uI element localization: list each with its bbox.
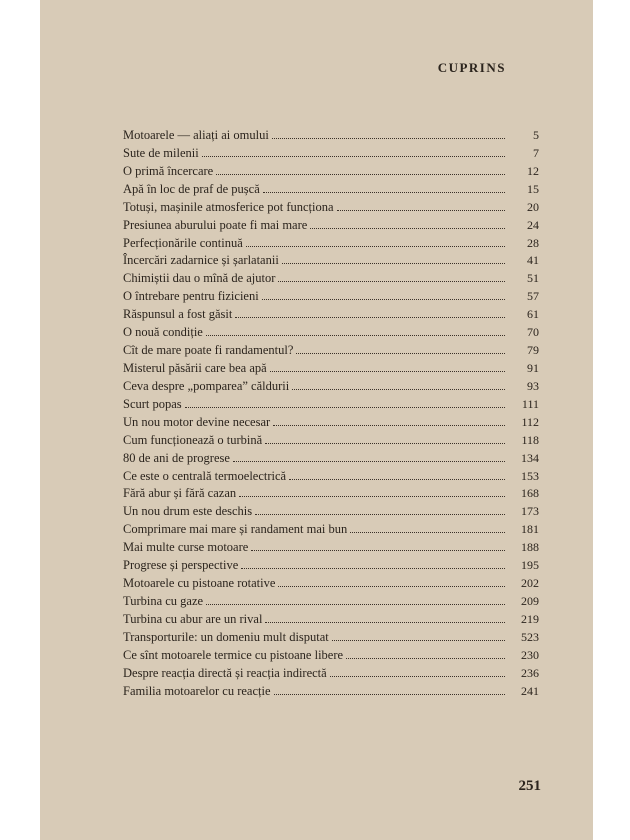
- toc-entry: [123, 236, 539, 254]
- toc-entry-page: 168: [521, 486, 539, 501]
- toc-entry: [123, 379, 539, 397]
- toc-entry-page: 7: [533, 145, 539, 160]
- toc-entry-title: Chimiștii dau o mînă de ajutor: [123, 271, 276, 286]
- dot-leader: [263, 192, 505, 193]
- toc-entry-page: 202: [521, 576, 539, 591]
- toc-entry-page: 523: [521, 629, 539, 644]
- toc-entry-title: Turbina cu gaze: [123, 593, 204, 608]
- toc-entry-page: 134: [521, 450, 539, 465]
- toc-entry-page: 241: [521, 683, 539, 698]
- toc-entry: [123, 612, 539, 630]
- toc-entry-title: Cît de mare poate fi randamentul?: [123, 343, 294, 358]
- toc-entry: [123, 361, 539, 379]
- toc-entry-title: Perfecționările continuă: [123, 235, 243, 250]
- toc-entry: [123, 164, 539, 182]
- dot-leader: [273, 425, 505, 426]
- toc-entry-page: 173: [521, 504, 539, 519]
- dot-leader: [289, 479, 505, 480]
- dot-leader: [330, 676, 505, 677]
- toc-entry-title: Un nou drum este deschis: [123, 504, 253, 519]
- toc-entry: [123, 433, 539, 451]
- toc-entry-title: Progrese și perspective: [123, 558, 239, 573]
- toc-entry-title: 80 de ani de progrese: [123, 450, 230, 465]
- toc-entry-title: Motoarele cu pistoane rotative: [123, 576, 276, 591]
- dot-leader: [206, 604, 505, 605]
- dot-leader: [265, 622, 505, 623]
- toc-entry-title: Mai multe curse motoare: [123, 540, 249, 555]
- toc-entry-page: 236: [521, 665, 539, 680]
- toc-entry: [123, 576, 539, 594]
- book-page: [40, 0, 593, 840]
- toc-entry-page: 219: [521, 611, 539, 626]
- toc-entry-page: 91: [527, 360, 539, 375]
- toc-entry-title: Cum funcționează o turbină: [123, 432, 263, 447]
- toc-entry-title: Sute de milenii: [123, 145, 199, 160]
- toc-entry-page: 153: [521, 468, 539, 483]
- page-number: 251: [518, 778, 541, 794]
- table-of-contents: [123, 128, 539, 702]
- dot-leader: [278, 586, 505, 587]
- toc-entry-title: Ce sînt motoarele termice cu pistoane libere: [123, 647, 344, 662]
- toc-entry-page: 112: [521, 414, 539, 429]
- toc-entry-page: 230: [521, 647, 539, 662]
- dot-leader: [251, 550, 505, 551]
- toc-entry-page: 51: [527, 271, 539, 286]
- dot-leader: [332, 640, 505, 641]
- dot-leader: [350, 532, 505, 533]
- toc-entry-page: 195: [521, 558, 539, 573]
- toc-entry-title: Un nou motor devine necesar: [123, 414, 271, 429]
- toc-entry: [123, 540, 539, 558]
- toc-entry-page: 57: [527, 289, 539, 304]
- toc-entry-page: 24: [527, 217, 539, 232]
- dot-leader: [278, 281, 505, 282]
- toc-entry-title: Ce este o centrală termoelectrică: [123, 468, 287, 483]
- toc-entry: [123, 558, 539, 576]
- toc-entry: [123, 307, 539, 325]
- toc-entry-title: Transporturile: un domeniu mult disputat: [123, 629, 329, 644]
- toc-entry-page: 181: [521, 522, 539, 537]
- toc-entry-page: 12: [527, 163, 539, 178]
- toc-entry-title: O primă încercare: [123, 163, 214, 178]
- toc-entry: [123, 253, 539, 271]
- page-heading: CUPRINS: [437, 60, 506, 75]
- toc-entry: [123, 325, 539, 343]
- toc-entry: [123, 666, 539, 684]
- toc-entry-page: 15: [527, 181, 539, 196]
- toc-entry: [123, 648, 539, 666]
- dot-leader: [310, 228, 505, 229]
- toc-entry: [123, 594, 539, 612]
- toc-entry-page: 20: [527, 199, 539, 214]
- dot-leader: [337, 210, 505, 211]
- dot-leader: [246, 246, 505, 247]
- toc-entry: [123, 415, 539, 433]
- toc-entry-title: Presiunea aburului poate fi mai mare: [123, 217, 308, 232]
- toc-entry-page: 70: [527, 325, 539, 340]
- dot-leader: [296, 353, 505, 354]
- toc-entry: [123, 200, 539, 218]
- toc-entry-title: Fără abur și fără cazan: [123, 486, 237, 501]
- dot-leader: [216, 174, 505, 175]
- dot-leader: [270, 371, 505, 372]
- toc-entry-title: Despre reacția directă și reacția indirectă: [123, 665, 327, 680]
- toc-entry: [123, 486, 539, 504]
- dot-leader: [262, 299, 505, 300]
- toc-entry-title: Misterul păsării care bea apă: [123, 360, 267, 375]
- toc-entry-page: 93: [527, 378, 539, 393]
- toc-entry-page: 118: [521, 432, 539, 447]
- toc-entry: [123, 128, 539, 146]
- dot-leader: [202, 156, 505, 157]
- toc-entry-title: Ceva despre „pomparea” căldurii: [123, 378, 290, 393]
- toc-entry-page: 111: [521, 396, 539, 411]
- toc-entry: [123, 343, 539, 361]
- dot-leader: [265, 443, 505, 444]
- dot-leader: [241, 568, 505, 569]
- toc-entry: [123, 289, 539, 307]
- dot-leader: [206, 335, 505, 336]
- toc-entry-title: Motoarele — aliați ai omului: [123, 128, 269, 142]
- toc-entry: [123, 271, 539, 289]
- toc-entry-page: 188: [521, 540, 539, 555]
- dot-leader: [346, 658, 505, 659]
- dot-leader: [282, 263, 505, 264]
- toc-entry-title: Apă în loc de praf de pușcă: [123, 181, 260, 196]
- toc-entry-page: 41: [527, 253, 539, 268]
- dot-leader: [292, 389, 505, 390]
- toc-entry: [123, 182, 539, 200]
- toc-entry: [123, 397, 539, 415]
- toc-entry: [123, 469, 539, 487]
- toc-entry-page: 209: [521, 593, 539, 608]
- toc-entry-page: 61: [527, 307, 539, 322]
- toc-entry-title: Scurt popas: [123, 396, 182, 411]
- toc-entry: [123, 522, 539, 540]
- toc-entry-page: 28: [527, 235, 539, 250]
- toc-entry-page: 79: [527, 343, 539, 358]
- toc-entry: [123, 684, 539, 702]
- dot-leader: [239, 496, 505, 497]
- toc-entry-page: 5: [533, 128, 539, 142]
- toc-entry-title: Totuși, mașinile atmosferice pot funcționa: [123, 199, 334, 214]
- dot-leader: [255, 514, 505, 515]
- dot-leader: [272, 138, 505, 139]
- toc-entry-title: Familia motoarelor cu reacție: [123, 683, 271, 698]
- dot-leader: [233, 461, 505, 462]
- dot-leader: [274, 694, 505, 695]
- toc-entry-title: Răspunsul a fost găsit: [123, 307, 233, 322]
- toc-entry: [123, 630, 539, 648]
- toc-entry: [123, 218, 539, 236]
- toc-entry: [123, 504, 539, 522]
- toc-entry-title: O nouă condiție: [123, 325, 203, 340]
- toc-entry-title: O întrebare pentru fizicieni: [123, 289, 259, 304]
- toc-entry-title: Turbina cu abur are un rival: [123, 611, 263, 626]
- dot-leader: [235, 317, 505, 318]
- toc-entry-title: Comprimare mai mare și randament mai bun: [123, 522, 348, 537]
- toc-entry-title: Încercări zadarnice și șarlatanii: [123, 253, 279, 268]
- dot-leader: [185, 407, 505, 408]
- toc-entry: [123, 451, 539, 469]
- toc-entry: [123, 146, 539, 164]
